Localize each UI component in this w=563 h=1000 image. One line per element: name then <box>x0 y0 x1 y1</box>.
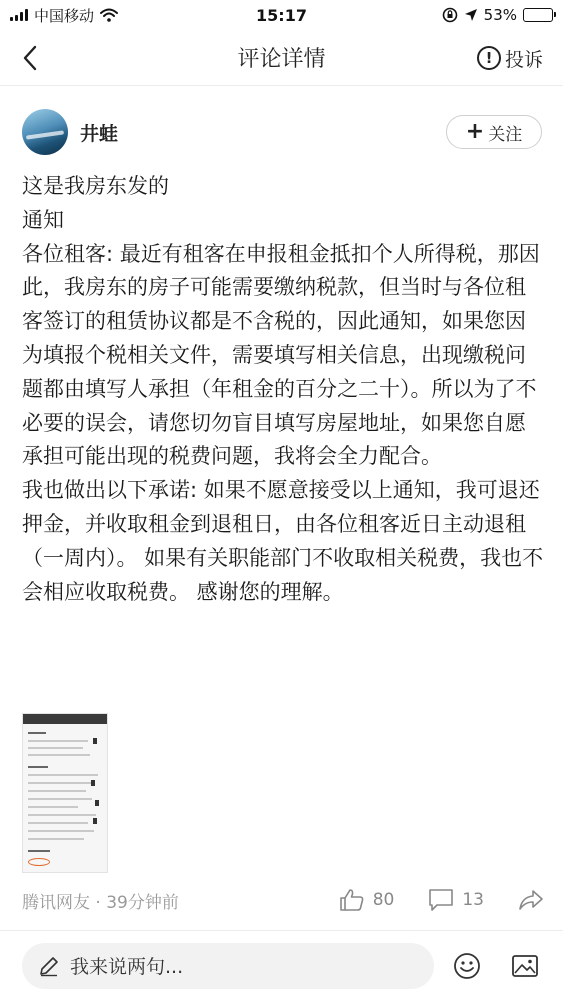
comment-source-time: 腾讯网友 · 39分钟前 <box>22 892 179 913</box>
page-title: 评论详情 <box>237 47 326 72</box>
share-arrow-icon <box>518 888 544 912</box>
avatar[interactable] <box>22 109 68 155</box>
chevron-left-icon <box>22 45 38 71</box>
share-button[interactable] <box>518 888 544 912</box>
reply-input[interactable] <box>22 943 434 989</box>
nav-bar <box>0 30 563 86</box>
like-count: 80 <box>372 890 395 910</box>
back-button[interactable] <box>0 30 60 86</box>
reply-count-button[interactable] <box>428 888 484 912</box>
battery-icon <box>523 8 553 22</box>
rotation-lock-icon <box>442 7 458 23</box>
comment-paragraph: 通知 <box>22 207 64 232</box>
thumbs-up-icon <box>339 888 365 912</box>
status-bar <box>0 0 563 30</box>
author-name[interactable]: 井蛙 <box>80 122 119 145</box>
comment-bubble-icon <box>428 888 454 912</box>
bottom-bar <box>0 930 563 1000</box>
wifi-icon <box>100 8 118 22</box>
pencil-icon <box>38 955 60 977</box>
report-label: 投诉 <box>504 48 543 71</box>
comment-paragraph: 我也做出以下承诺: 如果不愿意接受以上通知，我可退还押金，并收取租金到退租日，由各位租客近日主动退租（一周内）。 如果有关职能部门不收取相关税费，我也不会相应收取税费。 感谢您的理解。 <box>22 478 544 604</box>
comment-paragraph: 各位租客: 最近有租客在申报租金抵扣个人所得税，那因此，我房东的房子可能需要缴纳税款，但当时与各位租客签订的租赁协议都是不含税的，因此通知，如果您因为填报个税相关文件，需要填写相关信息，出现缴税问题都由填写人承担（年租金的百分之二十）。所以为了不必要的误会，请您切勿盲目填写房屋地址，如果您自愿承担可能出现的税费问题，我将会全力配合。 <box>22 241 540 469</box>
comment-body <box>22 170 544 609</box>
report-button[interactable] <box>477 42 543 74</box>
like-button[interactable] <box>339 888 395 912</box>
follow-button[interactable] <box>446 115 542 149</box>
comment-meta <box>22 880 544 920</box>
attached-image[interactable] <box>22 713 108 873</box>
image-button[interactable] <box>509 950 541 982</box>
plus-icon: + <box>465 119 485 144</box>
comment-count: 13 <box>462 890 484 910</box>
image-icon <box>511 953 539 979</box>
carrier-label: 中国移动 <box>34 6 95 25</box>
signal-icon <box>10 9 28 21</box>
location-arrow-icon <box>464 8 478 22</box>
reply-placeholder: 我来说两句... <box>70 956 184 978</box>
exclamation-circle-icon: ! <box>477 46 501 70</box>
author-row <box>22 108 542 156</box>
smiley-icon <box>453 952 481 980</box>
emoji-button[interactable] <box>451 950 483 982</box>
status-time: 15:17 <box>256 5 307 25</box>
follow-label: 关注 <box>488 124 523 145</box>
comment-paragraph: 这是我房东发的 <box>22 174 169 198</box>
battery-percent: 53% <box>483 6 517 24</box>
